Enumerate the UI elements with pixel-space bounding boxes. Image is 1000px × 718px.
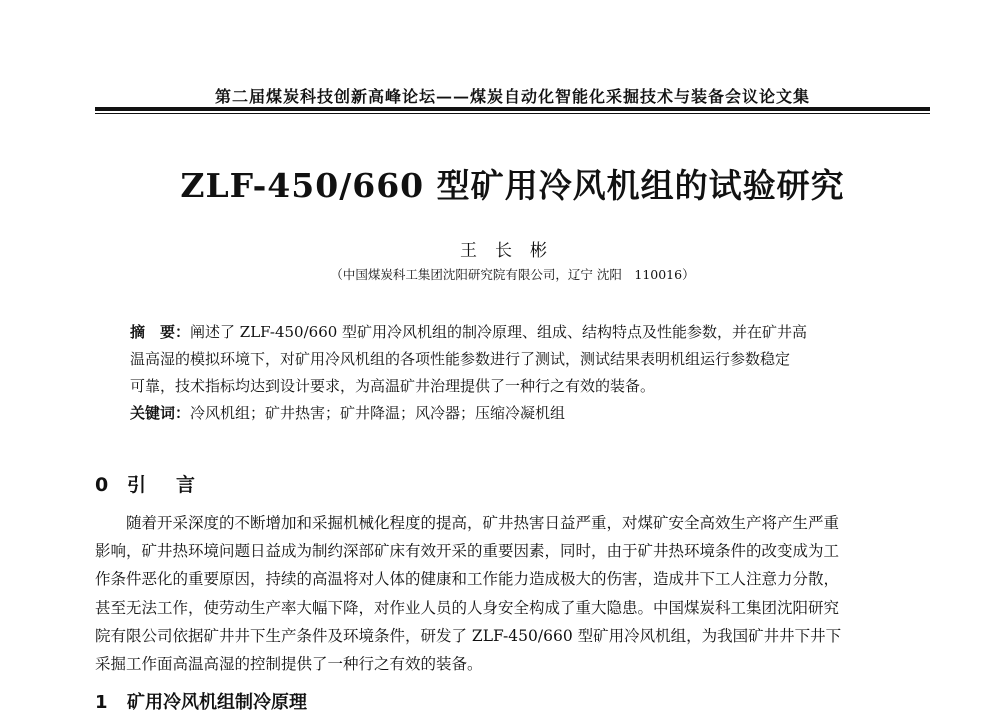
paragraph-line: 甚至无法工作，使劳动生产率大幅下降，对作业人员的人身安全构成了重大隐患。中国煤炭科工集团沈阳研究 (95, 598, 840, 617)
keywords-label: 关键词： (130, 404, 191, 422)
author-name: 王长彬 (460, 241, 565, 261)
section-title: 矿用冷风机组制冷原理 (127, 692, 307, 713)
paragraph-line: 影响，矿井热环境问题日益成为制约深部矿床有效开采的重要因素，同时，由于矿井热环境条件的改变成为工 (95, 542, 840, 561)
section-number: 0 (95, 474, 109, 496)
running-head: 第二届煤炭科技创新高峰论坛——煤炭自动化智能化采掘技术与装备会议论文集 (214, 87, 810, 106)
paper-title: ZLF-450/660 型矿用冷风机组的试验研究 (180, 166, 845, 205)
paragraph-line: 院有限公司依据矿井井下生产条件及环境条件，研发了 ZLF-450/660 型矿用冷风机组，为我国矿井井下井下 (95, 626, 842, 645)
paragraph-line: 采掘工作面高温高湿的控制提供了一种行之有效的装备。 (95, 655, 483, 674)
introduction-paragraph (95, 509, 935, 678)
abstract-label: 摘 要： (130, 323, 191, 341)
abstract-text: 阐述了 ZLF-450/660 型矿用冷风机组的制冷原理、组成、结构特点及性能参数，并在矿井高 (190, 323, 808, 341)
author-affiliation: （中国煤炭科工集团沈阳研究院有限公司，辽宁 沈阳 110016） (330, 267, 695, 282)
abstract (130, 319, 900, 400)
section-title: 引言 (127, 474, 226, 496)
section-heading-refrigeration-principle (95, 688, 307, 714)
section-heading-introduction (95, 470, 225, 497)
section-number: 1 (95, 692, 108, 713)
abstract-line: 温高湿的模拟环境下，对矿用冷风机组的各项性能参数进行了测试，测试结果表明机组运行参数稳定 (130, 350, 791, 368)
keywords-text: 冷风机组；矿井热害；矿井降温；风冷器；压缩冷凝机组 (190, 404, 566, 422)
keywords (130, 400, 900, 427)
abstract-line (130, 319, 900, 346)
paragraph-line: 作条件恶化的重要原因，持续的高温将对人体的健康和工作能力造成极大的伤害，造成井下工人注意力分散， (95, 570, 840, 589)
paragraph-line: 随着开采深度的不断增加和采掘机械化程度的提高，矿井热害日益严重，对煤矿安全高效生产将产生严重 (126, 514, 840, 532)
header-rule-thin (95, 113, 930, 114)
abstract-line: 可靠，技术指标均达到设计要求，为高温矿井治理提供了一种行之有效的装备。 (130, 377, 656, 395)
header-rule-thick (95, 107, 930, 111)
